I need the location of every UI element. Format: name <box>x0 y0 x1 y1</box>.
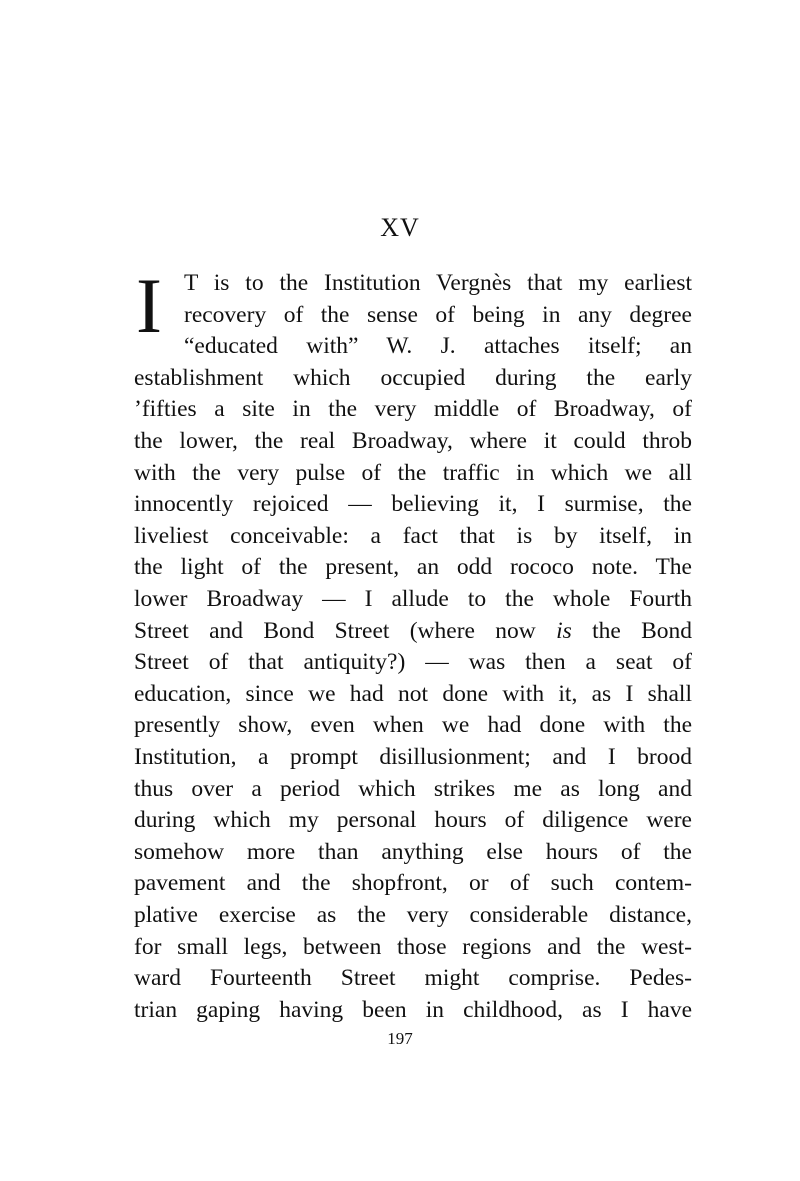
text-line: pavement and the shopfront, or of such contem- <box>134 870 692 897</box>
text-line: lower Broadway — I allude to the whole Fourth <box>134 586 692 612</box>
text-line: trian gaping having been in childhood, as I have <box>134 996 692 1023</box>
text-line: during which my personal hours of diligence were <box>134 807 692 834</box>
text-line: recovery of the sense of being in any degree <box>184 301 692 328</box>
text-span: Street and Bond Street (where now <box>134 617 536 644</box>
page-number: 197 <box>387 1029 413 1048</box>
text-line: ’fifties a site in the very middle of Broadway, of <box>134 396 692 423</box>
text-line: the light of the present, an odd rococo note. The <box>134 554 692 581</box>
text-line: T is to the Institution Vergnès that my earliest <box>184 270 692 296</box>
text-line: the lower, the real Broadway, where it could throb <box>134 428 692 454</box>
text-line: ward Fourteenth Street might comprise. Pedes- <box>134 965 692 992</box>
text-line: Institution, a prompt disillusionment; and I brood <box>134 744 692 770</box>
text-line: liveliest conceivable: a fact that is by itself, in <box>134 522 692 549</box>
italic-word: is <box>556 617 572 644</box>
text-line: education, since we had not done with it, as I shall <box>134 680 692 707</box>
text-line: with the very pulse of the traffic in which we all <box>134 459 692 486</box>
text-span: the Bond <box>592 617 693 644</box>
drop-cap: I <box>136 262 162 349</box>
text-line: plative exercise as the very considerable distance, <box>134 902 692 928</box>
text-line-with-italic <box>134 616 692 648</box>
text-line: for small legs, between those regions and the west- <box>134 933 692 960</box>
text-line: presently show, even when we had done with the <box>134 712 692 739</box>
text-line: “educated with” W. J. attaches itself; an <box>184 333 692 360</box>
text-line: innocently rejoiced — believing it, I surmise, the <box>134 491 692 518</box>
chapter-heading: XV <box>380 213 420 242</box>
text-line: Street of that antiquity?) — was then a seat of <box>134 649 692 676</box>
text-line: thus over a period which strikes me as long and <box>134 775 692 802</box>
text-line: establishment which occupied during the early <box>134 364 692 391</box>
text-line: somehow more than anything else hours of the <box>134 838 692 865</box>
